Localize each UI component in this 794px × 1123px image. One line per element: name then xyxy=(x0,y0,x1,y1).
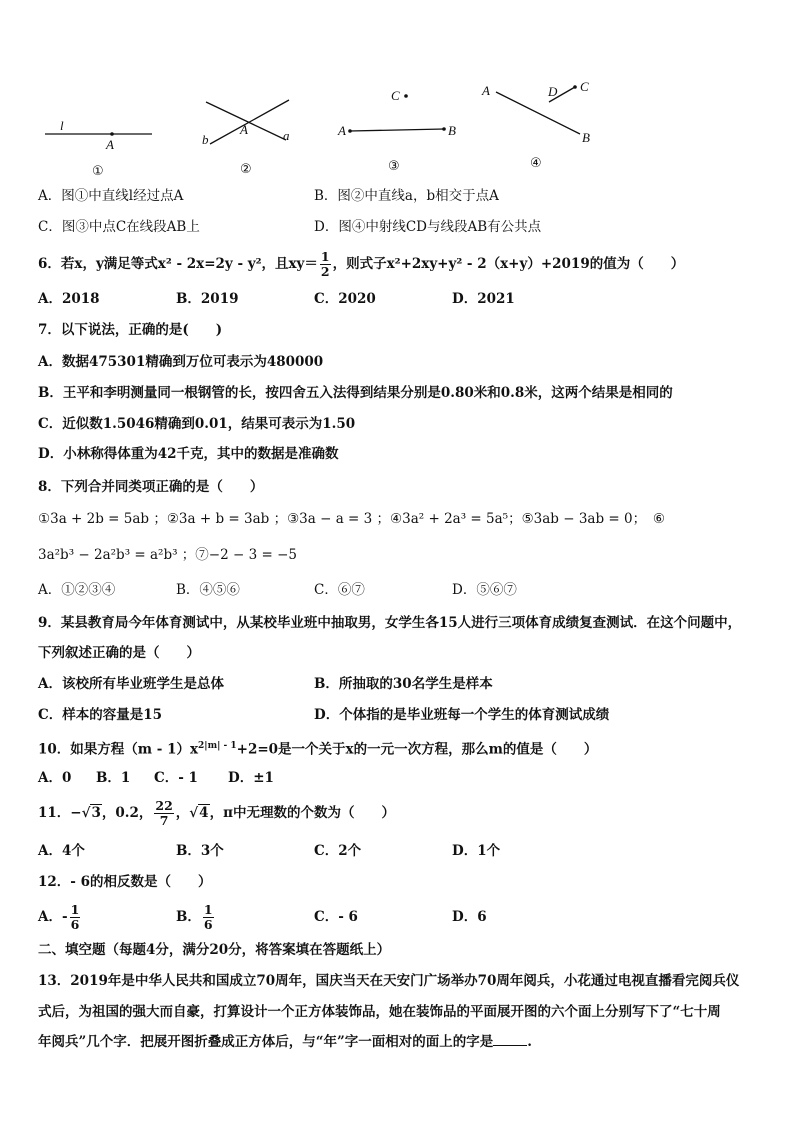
q13-end: . xyxy=(527,1034,532,1050)
q12-b-fraction: $\frac{1}{6}$ xyxy=(203,902,213,932)
q7-option-b: B．王平和李明测量同一根钢管的长，按四舍五入法得到结果分别是0.80米和0.8米，这两个结果是相同的 xyxy=(38,385,673,401)
q6-fraction xyxy=(320,250,331,279)
q5-option-b: B．图②中直线a，b相交于点A xyxy=(314,188,499,204)
q9-stem-line2: 下列叙述正确的是（ ） xyxy=(38,645,200,661)
q5-option-d: D．图④中射线CD与线段AB有公共点 xyxy=(314,219,542,235)
q11-sep1: ，0.2， xyxy=(101,805,153,821)
q13-line1: 13．2019年是中华人民共和国成立70周年，国庆当天在天安门广场举办70周年阅兵，小花通过电视直播看完阅兵仪 xyxy=(38,973,740,989)
q6-stem-a: 6．若x，y满足等式x² - 2x=2y - y²，且xy＝ xyxy=(38,256,318,272)
q12-option-b: B． $\frac{1}{6}$ xyxy=(176,902,213,932)
q11-option-b: B．3个 xyxy=(176,843,224,859)
fig4-label-B: B xyxy=(582,130,590,145)
q8-option-c: C．⑥⑦ xyxy=(314,582,365,598)
q5-option-c: C．图③中点C在线段AB上 xyxy=(38,219,200,235)
q11-frac-den: 7 xyxy=(159,813,169,828)
fig4-label-A: A xyxy=(482,83,490,98)
q7-stem: 7．以下说法，正确的是( ) xyxy=(38,322,223,338)
q8-option-a: A．①②③④ xyxy=(38,582,116,598)
fig4-label-C: C xyxy=(580,79,589,94)
fig3-number: ③ xyxy=(388,159,400,174)
fig2-number: ② xyxy=(240,162,252,177)
q8-option-b: B．④⑤⑥ xyxy=(176,582,240,598)
q12-a-fraction: $\frac{1}{6}$ xyxy=(70,902,80,932)
q10-stem xyxy=(38,736,597,760)
section-2-heading: 二、填空题（每题4分，满分20分，将答案填在答题纸上） xyxy=(38,942,391,958)
q11-sep2: ， xyxy=(175,805,190,821)
q7-option-a: A．数据475301精确到万位可表示为480000 xyxy=(38,354,324,370)
q11-tail: ，π中无理数的个数为（ ） xyxy=(209,805,395,821)
q11-sqrt-4: √4 xyxy=(189,805,209,821)
fig1-label-A: A xyxy=(106,137,114,152)
q6-frac-num: 1 xyxy=(320,249,330,264)
q13-answer-blank[interactable] xyxy=(493,1033,527,1046)
q13-line3 xyxy=(38,1032,532,1052)
q13-line3-text: 年阅兵”几个字．把展开图折叠成正方体后，与“年”字一面相对的面上的字是 xyxy=(38,1034,494,1050)
q11-fraction xyxy=(154,799,173,828)
q10-option-b: B．1 xyxy=(96,770,131,786)
q10-option-c: C．- 1 xyxy=(154,770,198,786)
q6-stem-b: ，则式子x²+2xy+y² - 2（x+y）+2019的值为（ ） xyxy=(332,256,685,272)
q11-frac-num: 22 xyxy=(155,798,173,813)
q7-option-d: D．小林称得体重为42千克，其中的数据是准确数 xyxy=(38,446,339,462)
q11-number: 11． xyxy=(38,805,71,821)
q13-line2: 式后，为祖国的强大而自豪，打算设计一个正方体装饰品，她在装饰品的平面展开图的六个面上分别写下了“七十周 xyxy=(38,1004,721,1020)
q6-frac-den: 2 xyxy=(320,264,330,279)
fig3-label-A: A xyxy=(338,123,346,138)
q10-option-d: D．±1 xyxy=(228,770,274,786)
q12-option-a: A．- $\frac{1}{6}$ xyxy=(38,902,80,932)
q11-stem xyxy=(38,798,395,828)
q7-option-c: C．近似数1.5046精确到0.01，结果可表示为1.50 xyxy=(38,416,356,432)
q8-expressions-line2: 3a²b³ − 2a²b³ = a²b³ ；⑦−2 − 3 = −5 xyxy=(38,547,297,563)
figure-1 xyxy=(45,118,152,179)
q5-option-a: A．图①中直线l经过点A xyxy=(38,188,184,204)
q6-option-c: C．2020 xyxy=(314,291,376,307)
fig4-label-D: D xyxy=(548,84,558,99)
figure-4 xyxy=(481,79,590,171)
geometry-figures xyxy=(30,76,650,186)
q10-stem-a: 10．如果方程（m - 1）x xyxy=(38,741,199,758)
q12-option-c: C．- 6 xyxy=(314,909,358,925)
q9-option-d: D．个体指的是毕业班每一个学生的体育测试成绩 xyxy=(314,707,610,723)
q10-option-a: A．0 xyxy=(38,770,72,786)
fig3-label-B: B xyxy=(448,123,456,138)
q8-stem: 8．下列合并同类项正确的是（ ） xyxy=(38,479,264,495)
q6-stem xyxy=(38,250,684,279)
figure-2 xyxy=(202,100,290,177)
q12-stem: 12．- 6的相反数是（ ） xyxy=(38,874,212,890)
fig3-label-C: C xyxy=(391,88,400,103)
q9-stem-line1: 9．某县教育局今年体育测试中，从某校毕业班中抽取男，女学生各15人进行三项体育成绩复查测试．在这个问题中， xyxy=(38,615,742,631)
fig2-label-A: A xyxy=(240,122,248,137)
figures-svg xyxy=(30,76,650,186)
fig2-label-a: a xyxy=(283,128,290,143)
fig1-label-l: l xyxy=(60,118,64,133)
q6-option-a: A．2018 xyxy=(38,291,100,307)
q10-stem-b: +2=0是一个关于x的一元一次方程，那么m的值是（ ） xyxy=(236,741,598,758)
q11-minus: − xyxy=(70,805,82,821)
q8-option-d: D．⑤⑥⑦ xyxy=(452,582,517,598)
fig1-number: ① xyxy=(92,164,104,179)
q10-exponent: 2|m| - 1 xyxy=(198,741,237,751)
q6-option-d: D．2021 xyxy=(452,291,515,307)
q9-option-c: C．样本的容量是15 xyxy=(38,707,163,723)
q9-option-a: A．该校所有毕业班学生是总体 xyxy=(38,676,224,692)
q11-option-d: D．1个 xyxy=(452,843,501,859)
fig2-label-b: b xyxy=(202,132,209,147)
q11-option-c: C．2个 xyxy=(314,843,362,859)
figure-3 xyxy=(337,88,456,174)
q8-expressions-line1: ①3a + 2b = 5ab ；②3a + b = 3ab ；③3a − a = 3 ；④3a² + 2a³ = 5a⁵；⑤3ab − 3ab = 0； ⑥ xyxy=(38,511,665,527)
fig4-number: ④ xyxy=(530,156,542,171)
q11-sqrt-3: √3 xyxy=(81,805,101,821)
q6-option-b: B．2019 xyxy=(176,291,239,307)
q12-option-d: D．6 xyxy=(452,909,487,925)
q9-option-b: B．所抽取的30名学生是样本 xyxy=(314,676,493,692)
q11-option-a: A．4个 xyxy=(38,843,85,859)
